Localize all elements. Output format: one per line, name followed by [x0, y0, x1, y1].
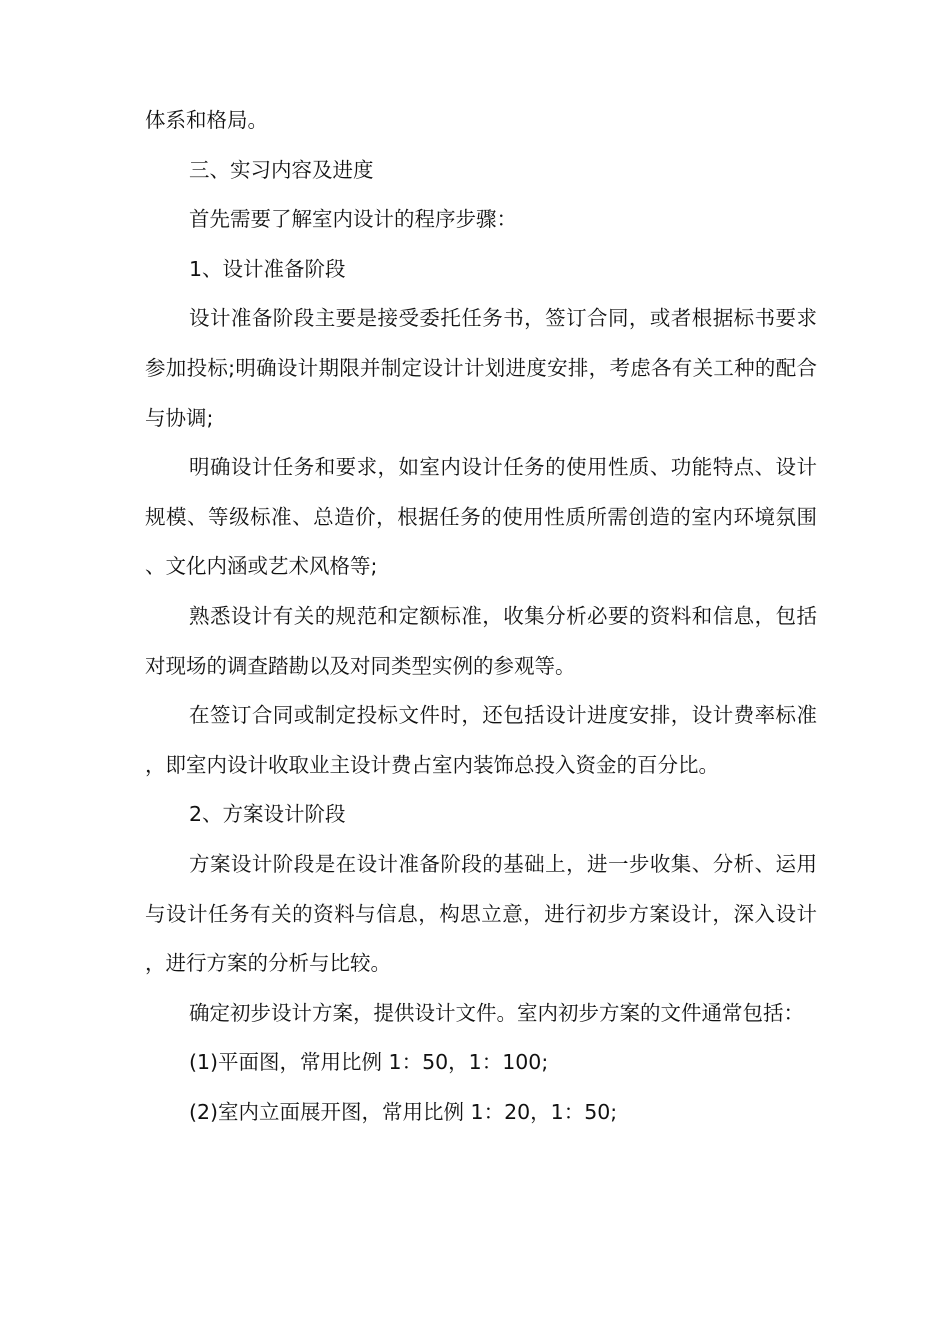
paragraph-intro: 首先需要了解室内设计的程序步骤：	[189, 207, 517, 232]
paragraph: 熟悉设计有关的规范和定额标准，收集分析必要的资料和信息，包括对现场的调查踏勘以及对同类型实例的参观等。	[145, 603, 817, 678]
list-item-elevation: (2)室内立面展开图，常用比例 1：20，1：50;	[189, 1099, 618, 1124]
paragraph: 确定初步设计方案，提供设计文件。室内初步方案的文件通常包括：	[189, 1000, 804, 1025]
paragraph: 方案设计阶段是在设计准备阶段的基础上，进一步收集、分析、运用与设计任务有关的资料与信息，构思立意，进行初步方案设计，深入设计，进行方案的分析与比较。	[145, 851, 817, 976]
paragraph: 在签订合同或制定投标文件时，还包括设计进度安排，设计费率标准，即室内设计收取业主设计费占室内装饰总投入资金的百分比。	[145, 703, 817, 777]
section-heading-internship-content: 三、实习内容及进度	[189, 157, 374, 182]
paragraph: 设计准备阶段主要是接受委托任务书，签订合同，或者根据标书要求参加投标;明确设计期限并制定设计计划进度安排，考虑各有关工种的配合与协调;	[145, 306, 817, 430]
subheading-scheme-design: 2、方案设计阶段	[189, 802, 346, 827]
paragraph-continuation: 体系和格局。	[145, 108, 268, 132]
paragraph: 明确设计任务和要求，如室内设计任务的使用性质、功能特点、设计规模、等级标准、总造价，根据任务的使用性质所需创造的室内环境氛围、文化内涵或艺术风格等;	[145, 455, 817, 579]
document-body	[145, 96, 817, 1137]
list-item-floor-plan: (1)平面图，常用比例 1：50，1：100;	[189, 1050, 549, 1075]
subheading-design-preparation: 1、设计准备阶段	[189, 256, 346, 281]
